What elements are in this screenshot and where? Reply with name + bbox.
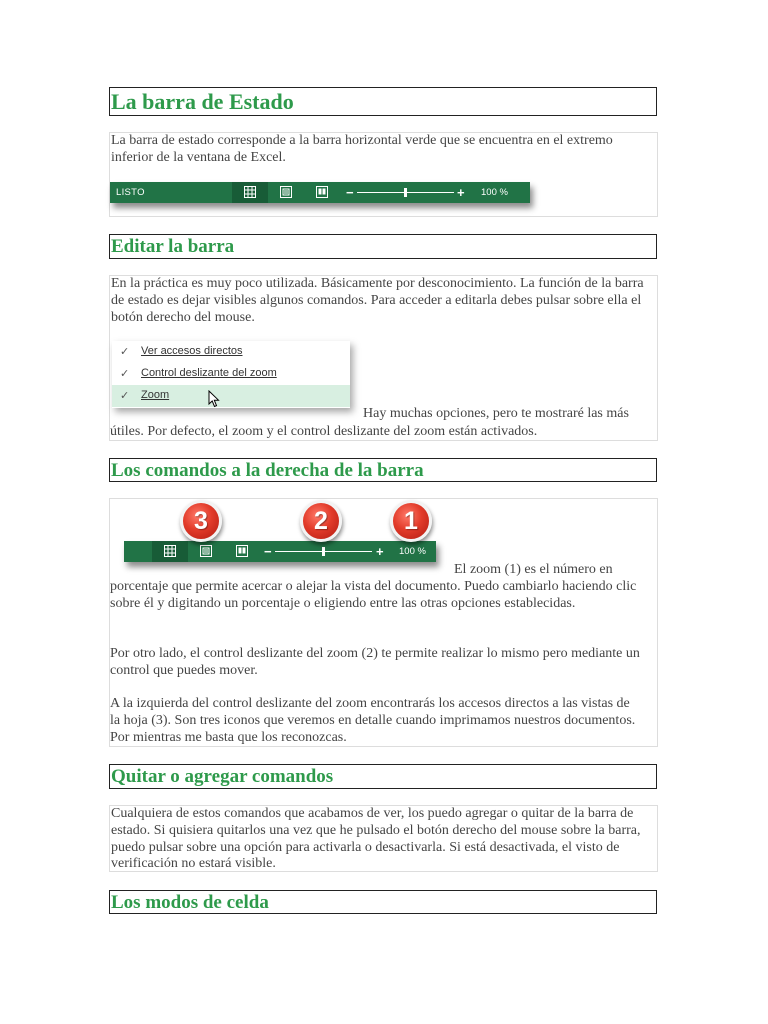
number-badge-2: 2 (300, 500, 342, 542)
number-badge-3: 3 (180, 500, 222, 542)
zoom-slider-thumb[interactable] (404, 188, 407, 197)
status-mode-label: LISTO (116, 187, 145, 198)
page-layout-view-icon[interactable] (188, 541, 224, 562)
paragraph: porcentaje que permite acercar o alejar la vista del documento. Puedo cambiarlo haciendo clic sobre él y digitando un porcentaje o eligiendo entre las otras opciones establecidas. (110, 579, 637, 611)
checkmark-icon: ✓ (120, 390, 130, 402)
context-menu-item[interactable] (112, 341, 350, 363)
context-menu-item-label: Control deslizante del zoom (141, 367, 277, 379)
section-box-barra-de-estado (109, 132, 658, 217)
zoom-slider-thumb[interactable] (322, 547, 325, 556)
normal-view-icon[interactable] (152, 541, 188, 562)
page-break-preview-icon[interactable] (304, 182, 340, 203)
heading-editar-la-barra: Editar la barra (109, 234, 657, 259)
zoom-out-button[interactable]: − (264, 544, 272, 559)
zoom-level-label[interactable]: 100 % (481, 187, 508, 198)
paragraph-after-image-line1: Hay muchas opciones, pero te mostraré las más (363, 406, 629, 421)
paragraph: En la práctica es muy poco utilizada. Básicamente por desconocimiento. La función de la barra de estado es dejar visibles algunos comandos. Para acceder a editarla debes pulsar sobre ella el botón derecho del mouse. (111, 276, 644, 325)
paragraph: La barra de estado corresponde a la barra horizontal verde que se encuentra en el extremo inferior de la ventana de Excel. (111, 133, 613, 165)
zoom-in-button[interactable]: + (376, 544, 384, 559)
status-bar-image-zoomed (124, 541, 436, 562)
context-menu-image (112, 341, 350, 408)
heading-modos-de-celda: Los modos de celda (109, 890, 657, 914)
zoom-out-button[interactable]: − (346, 185, 354, 200)
zoom-in-button[interactable]: + (457, 185, 465, 200)
mouse-cursor-icon (208, 390, 220, 408)
context-menu-item-highlighted[interactable] (112, 385, 350, 407)
checkmark-icon: ✓ (120, 368, 130, 380)
page-break-preview-icon[interactable] (224, 541, 260, 562)
paragraph: Cualquiera de estos comandos que acabamos de ver, los puedo agregar o quitar de la barra de estado. Si quisiera quitarlos una vez que he pulsado el botón derecho del mouse sobre la barra, puedo pulsar sobre una opción para activarla o desactivarla. Si está desactivada, el visto de verificación no estará visible. (111, 806, 641, 872)
paragraph: Por otro lado, el control deslizante del zoom (2) te permite realizar lo mismo pero mediante un control que puedes mover. (110, 646, 640, 678)
page-layout-view-icon[interactable] (268, 182, 304, 203)
number-badge-1: 1 (390, 500, 432, 542)
paragraph: A la izquierda del control deslizante del zoom encontrarás los accesos directos a las vistas de la hoja (3). Son tres iconos que veremos en detalle cuando imprimamos nuestros documentos. Por mientras me basta que los reconozcas. (110, 696, 636, 745)
context-menu-item-label: Ver accesos directos (141, 345, 243, 357)
paragraph-after-image-line2: útiles. Por defecto, el zoom y el control deslizante del zoom están activados. (110, 424, 538, 439)
status-bar-image (110, 182, 530, 203)
zoom-level-label[interactable]: 100 % (399, 546, 426, 557)
heading-barra-de-estado: La barra de Estado (109, 87, 657, 116)
section-box-quitar-agregar (109, 805, 658, 872)
paragraph-after-image-line1: El zoom (1) es el número en (454, 562, 613, 577)
checkmark-icon: ✓ (120, 346, 130, 358)
context-menu-item-label: Zoom (141, 389, 170, 401)
normal-view-icon[interactable] (232, 182, 268, 203)
context-menu-item[interactable] (112, 363, 350, 385)
heading-comandos-derecha: Los comandos a la derecha de la barra (109, 458, 657, 482)
heading-quitar-agregar: Quitar o agregar comandos (109, 764, 657, 789)
